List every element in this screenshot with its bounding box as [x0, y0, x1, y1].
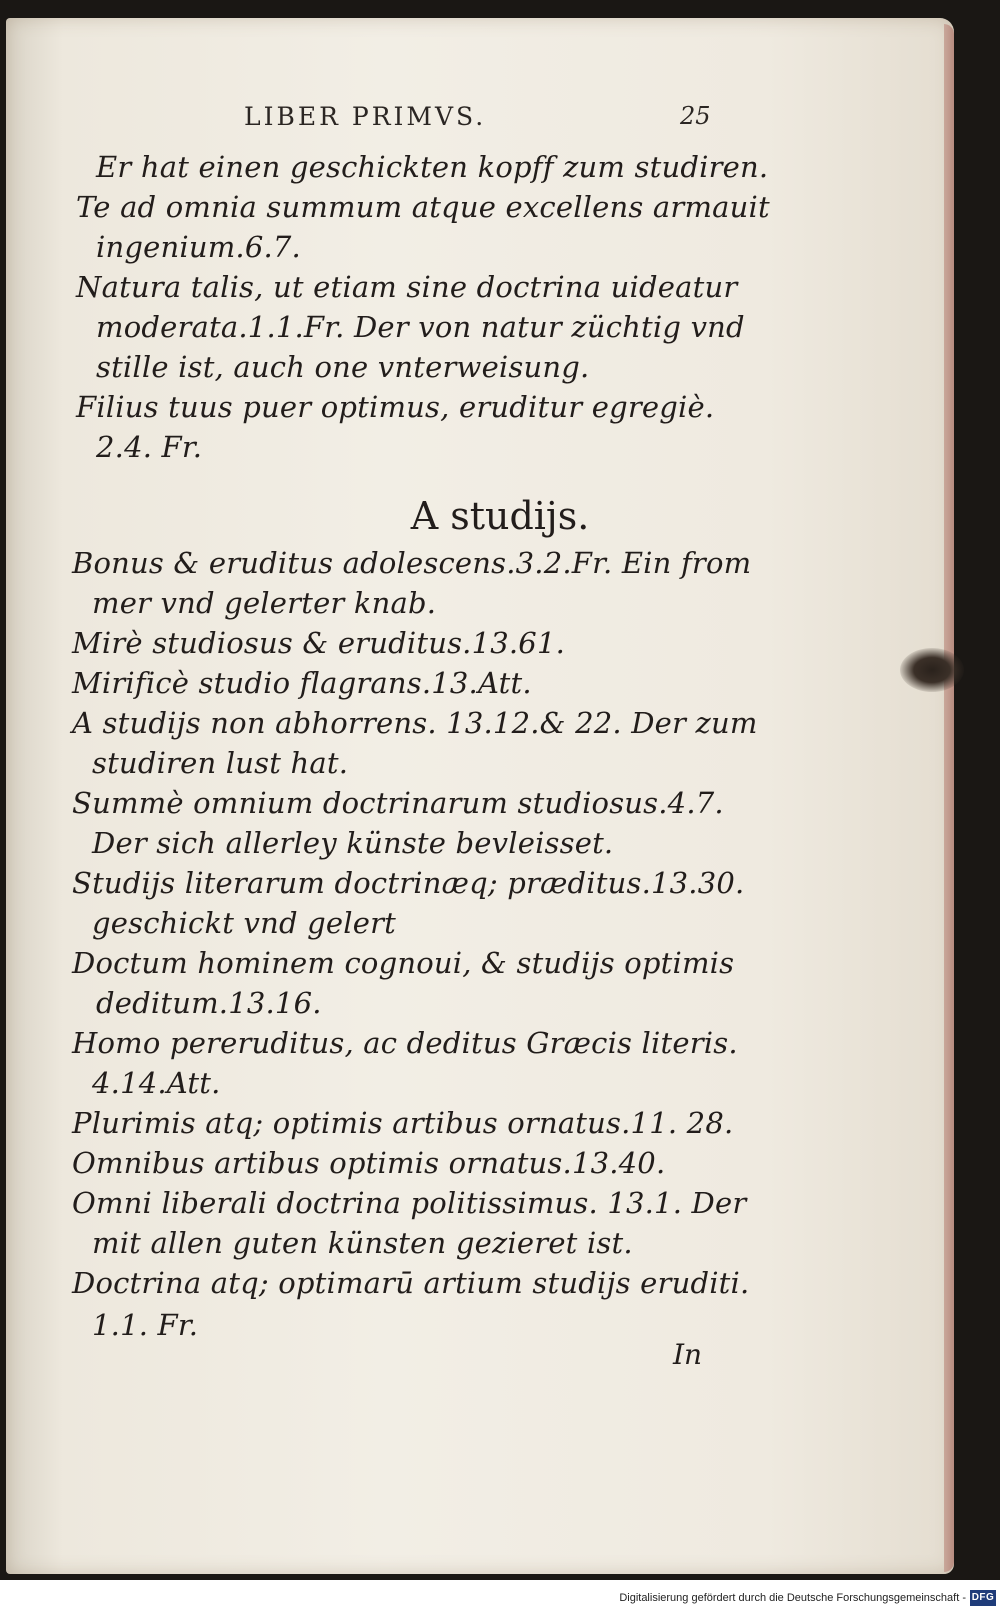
text-line: Doctrina atq; optimarū artium studijs eruditi. [72, 1266, 750, 1300]
section-heading: A studijs. [410, 494, 590, 538]
text-line: moderata.1.1.Fr. Der von natur züchtig vnd [96, 310, 745, 344]
text-line: 4.14.Att. [92, 1066, 221, 1100]
text-line: Omnibus artibus optimis ornatus.13.40. [72, 1146, 666, 1180]
text-line: Homo pereruditus, ac deditus Græcis literis. [72, 1026, 738, 1060]
text-line: studiren lust hat. [92, 746, 349, 780]
text-line: Studijs literarum doctrinæq; præditus.13.30. [72, 866, 745, 900]
text-line: stille ist, auch one vnterweisung. [96, 350, 590, 384]
text-line: A studijs non abhorrens. 13.12.& 22. Der zum [72, 706, 758, 740]
text-line: ingenium.6.7. [96, 230, 301, 264]
text-line: Summè omnium doctrinarum studiosus.4.7. [72, 786, 724, 820]
text-line: mit allen guten künsten gezieret ist. [92, 1226, 633, 1260]
text-line: geschickt vnd gelert [92, 906, 397, 940]
text-line: Te ad omnia summum atque excellens armauit [76, 190, 770, 224]
catchword: In [673, 1338, 703, 1371]
text-line: Omni liberali doctrina politissimus. 13.1. Der [72, 1186, 747, 1220]
text-line: 1.1. Fr. [92, 1308, 199, 1342]
text-line: mer vnd gelerter knab. [92, 586, 437, 620]
text-line: Bonus & eruditus adolescens.3.2.Fr. Ein from [72, 546, 752, 580]
text-line: Natura talis, ut etiam sine doctrina uideatur [76, 270, 738, 304]
page-number: 25 [680, 102, 711, 130]
funding-credit: Digitalisierung gefördert durch die Deutsche Forschungsgemeinschaft - [619, 1592, 966, 1604]
text-line: Er hat einen geschickten kopff zum studiren. [96, 150, 769, 184]
text-line: Mirè studiosus & eruditus.13.61. [72, 626, 566, 660]
text-line: deditum.13.16. [96, 986, 322, 1020]
dfg-logo-icon: DFG [970, 1590, 996, 1606]
text-line: Doctum hominem cognoui, & studijs optimis [72, 946, 735, 980]
text-line: 2.4. Fr. [96, 430, 203, 464]
text-line: Filius tuus puer optimus, eruditur egregiè. [76, 390, 715, 424]
text-line: Mirificè studio flagrans.13.Att. [72, 666, 532, 700]
text-line: Plurimis atq; optimis artibus ornatus.11. 28. [72, 1106, 734, 1140]
text-line: Der sich allerley künste bevleisset. [92, 826, 614, 860]
running-head: LIBER PRIMVS. [244, 102, 487, 131]
